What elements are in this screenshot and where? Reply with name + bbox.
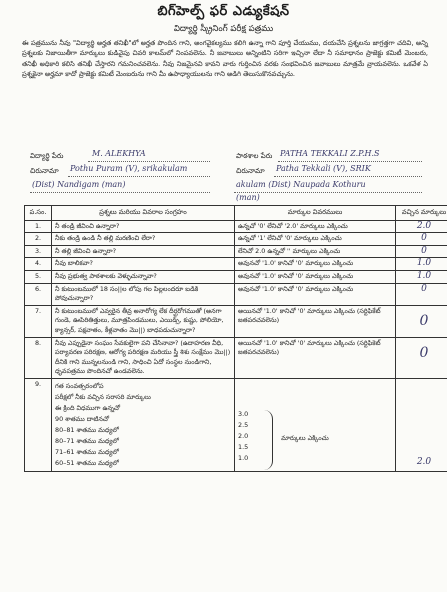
ladder-line: 71–61 శాతము మధ్యలో xyxy=(55,447,119,456)
ladder-line: 60–51 శాతము మధ్యలో xyxy=(55,458,119,467)
row-mark: 2.0 xyxy=(416,220,432,231)
table-row xyxy=(25,283,447,305)
row-criteria-ladder xyxy=(235,378,396,471)
row-number: 8. xyxy=(25,337,52,378)
row-mark-cell[interactable] xyxy=(396,283,447,305)
points-value: 3.0 xyxy=(238,409,249,418)
row-mark: 0 xyxy=(419,312,429,329)
ladder-line: 90 శాతము దాటినచో xyxy=(55,414,109,423)
row-number: 6. xyxy=(25,283,52,305)
row-criteria: ఉన్నచో '0' లేనిచో '2.0' మార్కులు ఎక్కించు xyxy=(235,220,396,233)
ladder-criteria: మార్కులు ఎక్కించు xyxy=(281,433,329,442)
row-criteria: అవునచో '1.0' కానిచో '0' మార్కులు ఎక్కించు xyxy=(235,258,396,271)
student-name-line xyxy=(88,161,210,162)
row-question: నీవు బాలికవా? xyxy=(52,258,235,271)
screening-table xyxy=(24,205,447,472)
row-mark-cell[interactable] xyxy=(396,245,447,258)
address-line2 xyxy=(30,192,210,193)
school-address-value-line2[interactable]: akulam (Dist) Naupada Kothuru xyxy=(236,180,366,189)
table-row xyxy=(25,245,447,258)
form-title: బిగ్‌హెల్ప్ ఫర్ ఎడ్యుకేషన్ xyxy=(157,4,290,19)
ladder-line: పరీక్షలో నీకు వచ్చిన సరాసరి మార్కులు xyxy=(55,392,151,401)
row-question: నీ కుటుంబములో ఎవ్వరైన తీవ్ర అనారోగ్య లేక దీర్ఘరోగముతో (అనగా గుండె, ఊపిరితిత్తులు, మూత్రపిండములు, ఎయిడ్స్, కుష్టు, పోలియో, క్యాన్సర్, పక్షవాతం, కీళ్లవాతం మొ||) బాధపడుచున్నారా? xyxy=(52,305,235,337)
table-row xyxy=(25,337,447,378)
row-number: 5. xyxy=(25,270,52,283)
row-criteria: అయినచో '1.0' కానిచో '0' మార్కులు ఎక్కించు (సర్టిఫికెట్ జతపరచవలెను) xyxy=(235,337,396,378)
row-number: 3. xyxy=(25,245,52,258)
points-value: 1.0 xyxy=(238,453,249,462)
table-row xyxy=(25,220,447,233)
school-address-line1 xyxy=(274,176,422,177)
school-address-line2 xyxy=(234,192,422,193)
points-value: 2.5 xyxy=(238,420,249,429)
row-mark: 0 xyxy=(421,283,427,294)
address-value-line1[interactable]: Pothu Puram (V), srikakulam xyxy=(70,164,188,173)
row-criteria: అవునచో '1.0' కానిచో '0' మార్కులు ఎక్కించు xyxy=(235,283,396,305)
row-criteria: లేనిచో 2.0 ఉన్నచో '' మార్కులు ఎక్కించు xyxy=(235,245,396,258)
points-value: 2.0 xyxy=(238,431,249,440)
table-row xyxy=(25,270,447,283)
header-marks: వచ్చిన మార్కులు xyxy=(396,206,447,221)
row-number: 9. xyxy=(25,378,52,471)
row-mark-cell[interactable] xyxy=(396,305,447,337)
row-mark-cell[interactable] xyxy=(396,220,447,233)
header-question: ప్రశ్నలు మరియు వివరాల సంగ్రహం xyxy=(52,206,235,221)
school-address-value-line3[interactable]: (man) xyxy=(236,193,260,202)
address-label: చిరునామా xyxy=(30,167,59,175)
row-number: 2. xyxy=(25,233,52,246)
header-serial: ప.సం. xyxy=(25,206,52,221)
ladder-line: 80–71 శాతము మధ్యలో xyxy=(55,436,119,445)
address-value-line2[interactable]: (Dist) Nandigam (man) xyxy=(32,180,126,189)
address-line1 xyxy=(68,176,210,177)
table-row xyxy=(25,233,447,246)
ladder-line: గత సంవత్సరంలోప xyxy=(55,381,104,390)
row-criteria: అవునచో '1.0' కానిచో '0' మార్కులు ఎక్కించు xyxy=(235,270,396,283)
school-name-line xyxy=(278,161,422,162)
ladder-line: 80–81 శాతము మధ్యలో xyxy=(55,425,119,434)
row-mark-cell[interactable] xyxy=(396,337,447,378)
instructions-paragraph: ఈ పత్రమును నీవు "విద్యార్థి అర్హత తనిఖీ"లో అర్హత పొందిన గాని, అంగవైకల్యము కలిగి ఉన్నా గాని పూర్తి చేయుము, దయచేసి ప్రశ్నలను జాగ్రత్తగా చదివి, అన్ని ప్రశ్నలకు నిజాయితీగా మార్కులు కుడివైపు చివరి కాలమ్‌లో నింపవలెను. నీ జవాబులు అన్నింటిని సరిగా ఇచ్చినా లేదా నీ సమాధానం ప్రాజెక్టు కమిటీ మెంబరు, తనిఖీ అధికారి కలిసి తనిఖీ చేస్తారని గమనించవలెను. నీవు నిజమైనవి కావని వారు గుర్తించిన వరకు సంభవించిన జవాబులు మాత్రమే వ్రాయవలెను. ఒకవేళ ఏ ప్రశ్నకైనా అర్హమా కాదో ప్రాజెక్టు కమిటీ మెంబరును గాని మీ ఉపాధ్యాయులను గాని అడిగి తెలుసుకొనవచ్చును. xyxy=(22,39,428,79)
row-criteria: అయినచో '1.0' కానిచో '0' మార్కులు ఎక్కించు (సర్టిఫికేట్ జతపరచవలెను) xyxy=(235,305,396,337)
table-header-row xyxy=(25,206,447,221)
points-value: 1.5 xyxy=(238,442,249,451)
row-number: 1. xyxy=(25,220,52,233)
row-question: నీ కుటుంబములో 18 సం||ల లోపు గల పిల్లలందరూ బడికి పోవుచున్నారా? xyxy=(52,283,235,305)
form-subtitle: విద్యార్థి స్క్రీనింగ్ పరీక్ష పత్రము xyxy=(173,24,274,34)
row-mark: 1.0 xyxy=(416,258,432,269)
brace-symbol xyxy=(264,410,273,470)
table-row xyxy=(25,378,447,471)
ladder-line: ఈ క్రింది విధముగా ఉన్నచో xyxy=(55,403,121,412)
row-number: 4. xyxy=(25,258,52,271)
row-number: 7. xyxy=(25,305,52,337)
row-mark: 2.0 xyxy=(416,456,432,467)
school-address-value-line1[interactable]: Patha Tekkali (V), SRIK xyxy=(276,164,371,173)
header-criteria: మార్కుల వివరములు xyxy=(235,206,396,221)
row-question: నీ తండ్రి జీవించి ఉన్నారా? xyxy=(52,220,235,233)
student-name-value[interactable]: M. ALEKHYA xyxy=(92,149,146,158)
row-question-ladder xyxy=(52,378,235,471)
table-row xyxy=(25,305,447,337)
row-mark-cell[interactable] xyxy=(396,270,447,283)
row-mark-cell[interactable] xyxy=(396,233,447,246)
school-address-label: చిరునామా xyxy=(236,167,265,175)
row-question: నీవు ఎప్పుడైనా సంఘం సేవకులైగా పని చేసినావా? (ఉదాహరణ వీధి, పర్యావరణ పరిరక్షణ, ఆరోగ్య పరిరక్షణ మరియు స్త్రీ శిశు సంక్షేమం మొ||) దీనికి గాని మున్నలనుండి గాని, సాధించి ఏదో సంస్థల నుండిగాని, ధృవపత్రము పొందినచో ఉండవలెను. xyxy=(52,337,235,378)
row-mark: 0 xyxy=(421,245,427,256)
table-row xyxy=(25,258,447,271)
row-mark-cell[interactable] xyxy=(396,258,447,271)
row-mark: 0 xyxy=(419,344,429,361)
row-mark: 0 xyxy=(421,233,427,244)
row-question: నీవు ప్రభుత్వ పాఠశాలకు వెళ్ళుచున్నావా? xyxy=(52,270,235,283)
row-question: నీకు తండ్రి ఉండి నీ తల్లి మరణించి లేరా? xyxy=(52,233,235,246)
row-question: నీ తల్లి జీవించి ఉన్నారా? xyxy=(52,245,235,258)
row-mark-cell[interactable] xyxy=(396,378,447,471)
student-name-label: విద్యార్థి పేరు xyxy=(30,152,64,160)
row-mark: 1.0 xyxy=(416,270,432,281)
school-name-label: పాఠశాల పేరు xyxy=(236,152,273,160)
row-criteria: ఉన్నచో '1' లేనిచో '0' మార్కులు ఎక్కించు xyxy=(235,233,396,246)
school-name-value[interactable]: PATHA TEKKALI Z.P.H.S xyxy=(280,149,380,158)
